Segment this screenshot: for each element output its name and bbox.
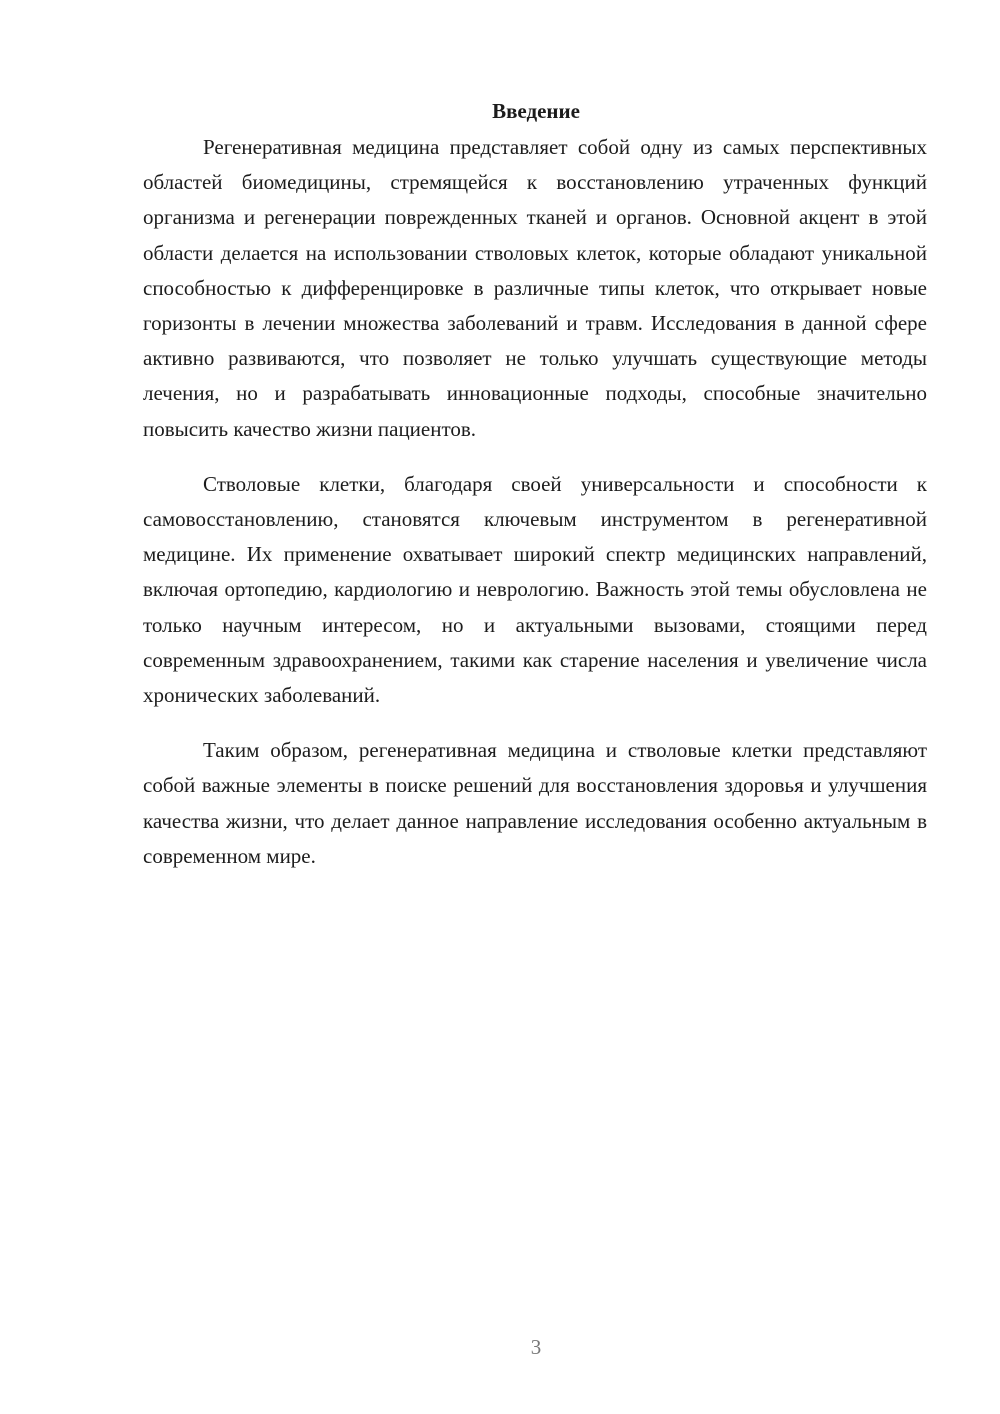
page-body [143,92,927,874]
section-heading: Введение [492,99,580,123]
paragraph-stem-cells: Стволовые клетки, благодаря своей универсальности и способности к самовосстановлению, становятся ключевым инструментом в регенеративной медицине. Их применение охватывает широкий спектр медицинских направлений, включая ортопедию, кардиологию и неврологию. Важность этой темы обусловлена не только научным интересом, но и актуальными вызовами, стоящими перед современным здравоохранением, такими как старение населения и увеличение числа хронических заболеваний. [143,471,927,708]
page-number: 3 [530,1335,542,1359]
paragraph-conclusion: Таким образом, регенеративная медицина и стволовые клетки представляют собой важные элементы в поиске решений для восстановления здоровья и улучшения качества жизни, что делает данное направление исследования особенно актуальным в современном мире. [143,738,927,868]
paragraph-intro: Регенеративная медицина представляет собой одну из самых перспективных областей биомедицины, стремящейся к восстановлению утраченных функций организма и регенерации поврежденных тканей и органов. Основной акцент в этой области делается на использовании стволовых клеток, которые обладают уникальной способностью к дифференцировке в различные типы клеток, что открывает новые горизонты в лечении множества заболеваний и травм. Исследования в данной сфере активно развиваются, что позволяет не только улучшать существующие методы лечения, но и разрабатывать инновационные подходы, способные значительно повысить качество жизни пациентов. [143,135,927,441]
